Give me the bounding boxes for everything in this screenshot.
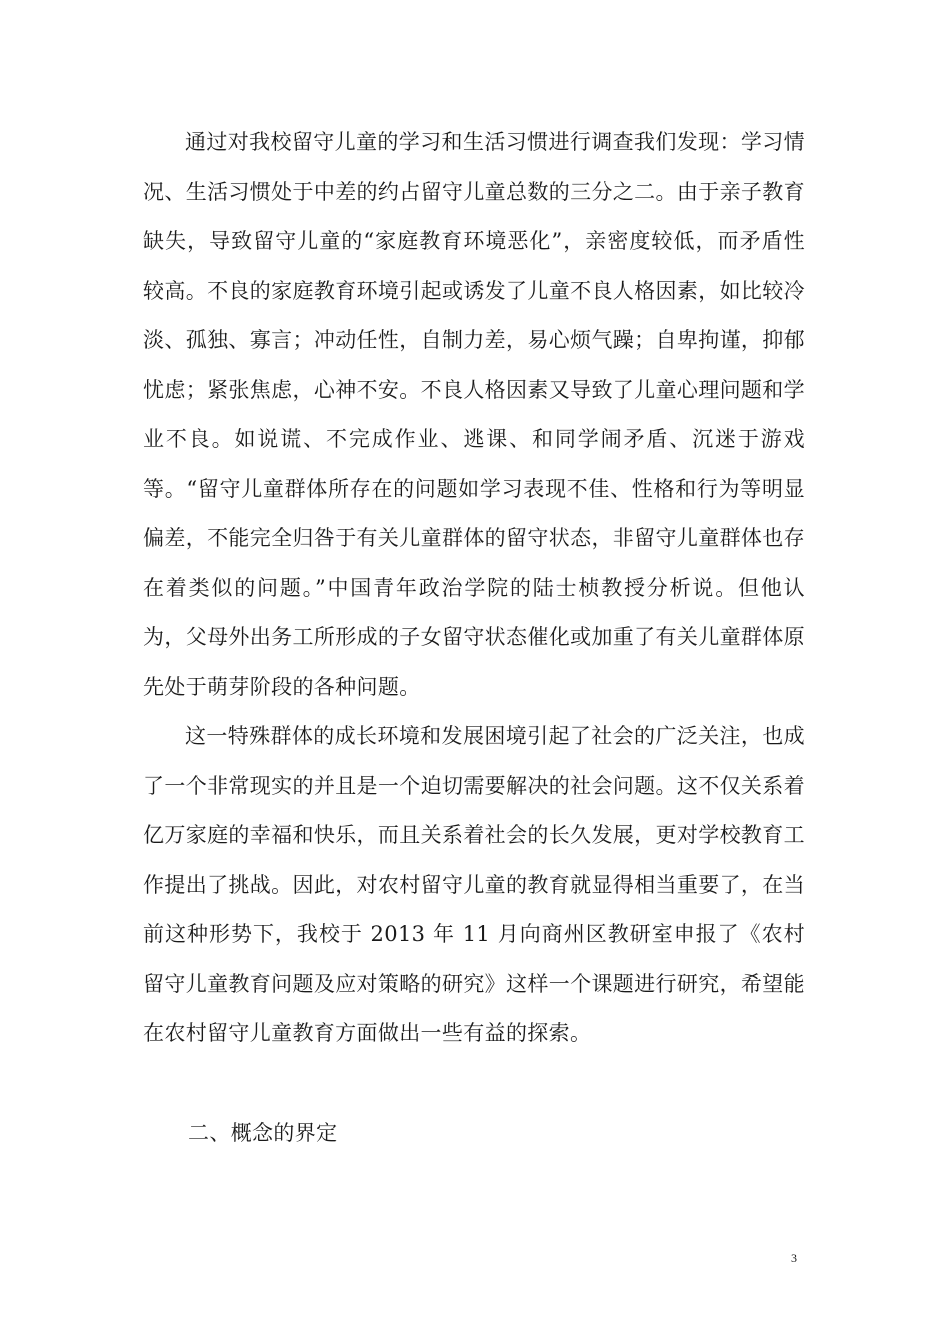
- page-number: 3: [791, 1251, 797, 1265]
- body-text: [143, 118, 805, 1059]
- paragraph-survey-findings: 通过对我校留守儿童的学习和生活习惯进行调查我们发现：学习情况、生活习惯处于中差的约占留守儿童总数的三分之二。由于亲子教育缺失，导致留守儿童的“家庭教育环境恶化”，亲密度较低，而矛盾性较高。不良的家庭教育环境引起或诱发了儿童不良人格因素，如比较冷淡、孤独、寡言；冲动任性，自制力差，易心烦气躁；自卑拘谨，抑郁忧虑；紧张焦虑，心神不安。不良人格因素又导致了儿童心理问题和学业不良。如说谎、不完成作业、逃课、和同学闹矛盾、沉迷于游戏等。“留守儿童群体所存在的问题如学习表现不佳、性格和行为等明显偏差，不能完全归咎于有关儿童群体的留守状态，非留守儿童群体也存在着类似的问题。”中国青年政治学院的陆士桢教授分析说。但他认为，父母外出务工所形成的子女留守状态催化或加重了有关儿童群体原先处于萌芽阶段的各种问题。: [143, 130, 805, 699]
- section-heading: 二、概念的界定: [188, 1121, 338, 1145]
- paragraph-research-background: 这一特殊群体的成长环境和发展困境引起了社会的广泛关注，也成了一个非常现实的并且是一个迫切需要解决的社会问题。这不仅关系着亿万家庭的幸福和快乐，而且关系着社会的长久发展，更对学校教育工作提出了挑战。因此，对农村留守儿童的教育就显得相当重要了，在当前这种形势下，我校于 2013 年 11 月向商州区教研室申报了《农村留守儿童教育问题及应对策略的研究》这样一个课题进行研究，希望能在农村留守儿童教育方面做出一些有益的探索。: [143, 724, 805, 1045]
